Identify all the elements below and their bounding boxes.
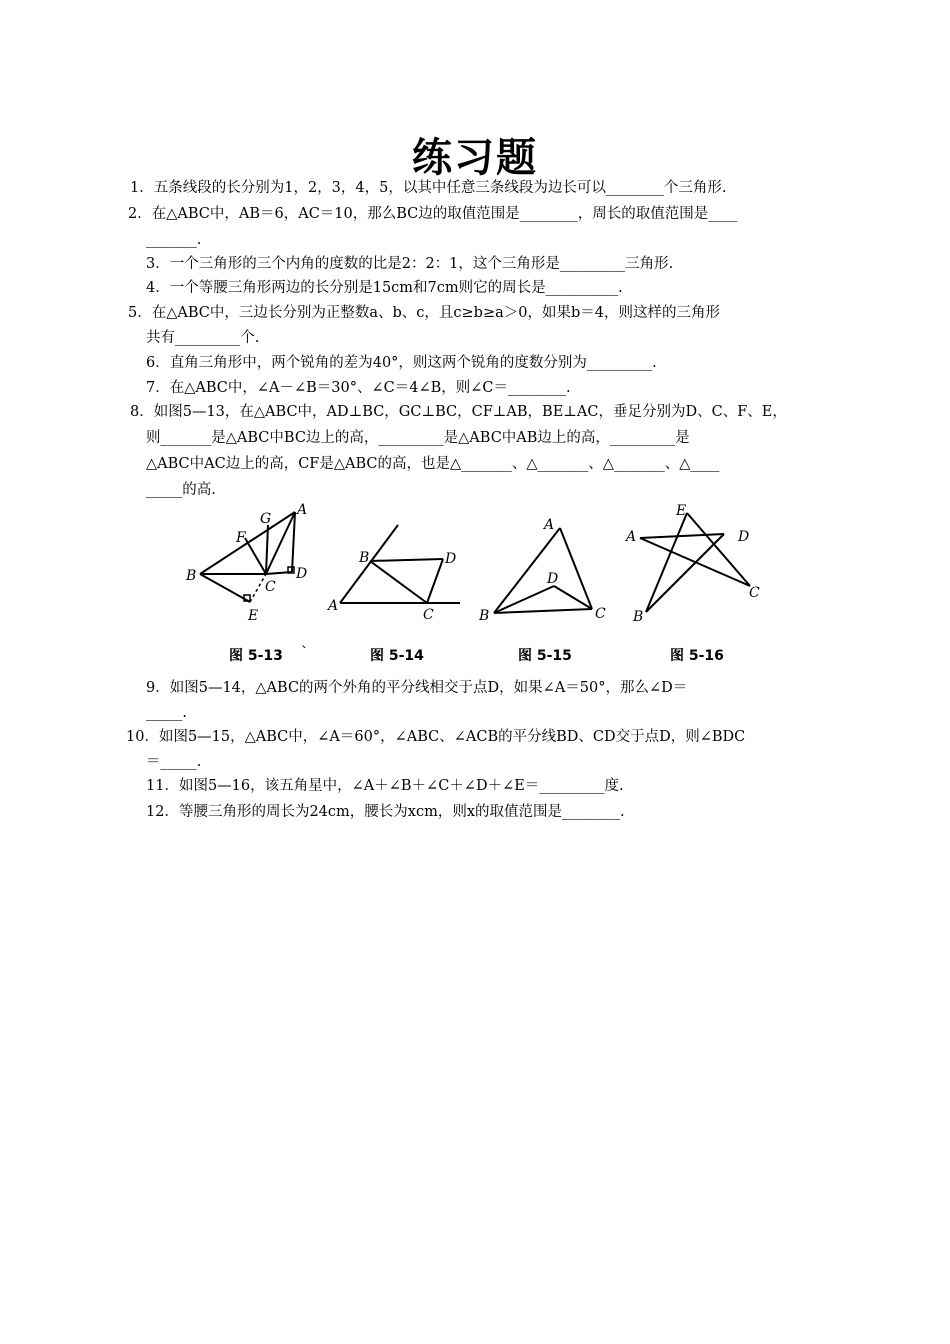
label-e: E [248,608,259,624]
stray-mark: ` [301,645,308,661]
segment [640,534,724,538]
question-3: 3．一个三角形的三个内角的度数的比是2：2：1，这个三角形是_________三角形. [146,256,674,272]
caption-5-14: 图 5-14 [370,648,424,664]
label-b: B [186,568,197,584]
question-12: 12．等腰三角形的周长为24cm，腰长为xcm，则x的取值范围是________. [146,804,625,820]
question-6: 6．直角三角形中，两个锐角的差为40°，则这两个锐角的度数分别为_________. [146,355,657,371]
question-7: 7．在△ABC中，∠A－∠B＝30°、∠C＝4∠B，则∠C＝________. [146,380,571,396]
figure-5-13 [180,500,320,630]
segment [427,559,443,603]
figure-5-14 [325,520,465,625]
label-f: F [236,530,246,546]
segment [245,538,266,574]
question-2-cont: _______. [146,232,202,248]
question-2: 2．在△ABC中，AB＝6，AC＝10，那么BC边的取值范围是________，周长的取值范围是____ [128,206,738,222]
segment [646,513,687,612]
segment [560,528,592,609]
label-g: G [260,511,272,527]
label-a: A [544,517,555,533]
segment [494,586,554,613]
question-9: 9．如图5—14，△ABC的两个外角的平分线相交于点D，如果∠A＝50°，那么∠D＝ [146,680,688,696]
question-4: 4．一个等腰三角形两边的长分别是15cm和7cm则它的周长是__________. [146,280,623,296]
label-c: C [423,607,434,623]
segment [292,512,295,572]
figure-5-16 [620,500,770,628]
question-9-cont: _____. [146,705,187,721]
label-d: D [445,551,457,567]
segment [370,561,427,603]
page-title: 练习题 [412,134,538,181]
label-b: B [479,608,490,624]
label-c: C [595,606,606,622]
question-8: 8．如图5—13，在△ABC中，AD⊥BC，GC⊥BC，CF⊥AB，BE⊥AC，垂足分别为D、C、F、E， [130,404,787,420]
segment [554,586,592,609]
label-d: D [738,529,750,545]
segment [266,525,268,574]
segment [200,574,250,602]
label-a: A [297,502,308,518]
question-5-cont: 共有_________个. [146,330,260,346]
question-11: 11．如图5—16，该五角星中，∠A＋∠B＋∠C＋∠D＋∠E＝_________度. [146,778,624,794]
label-c: C [265,579,276,595]
label-b: B [633,609,644,625]
caption-5-15: 图 5-15 [518,648,572,664]
segment [370,559,443,561]
label-a: A [626,529,637,545]
caption-5-16: 图 5-16 [670,648,724,664]
question-5: 5．在△ABC中，三边长分别为正整数a、b、c，且c≥b≥a＞0，如果b＝4，则这样的三角形 [128,305,720,321]
question-8-cont-1: 则_______是△ABC中BC边上的高，_________是△ABC中AB边上的高，_________是 [146,430,690,446]
label-e: E [676,503,687,519]
question-8-cont-2: △ABC中AC边上的高，CF是△ABC的高，也是△_______、△_______、△_______、△____ [146,456,720,472]
label-c: C [749,585,760,601]
question-8-cont-3: _____的高. [146,482,216,498]
caption-5-13: 图 5-13 [229,648,283,664]
segment [687,513,750,586]
segment [494,609,592,613]
figure-5-15 [474,512,614,627]
question-1: 1．五条线段的长分别为1，2，3，4，5，以其中任意三条线段为边长可以________个三角形. [130,180,727,196]
segment [250,574,266,602]
label-d: D [296,566,308,582]
question-10: 10．如图5—15，△ABC中，∠A＝60°，∠ABC、∠ACB的平分线BD、CD交于点D，则∠BDC [126,729,746,745]
label-b: B [359,550,370,566]
label-d: D [547,571,559,587]
question-10-cont: ＝_____. [146,754,202,770]
label-a: A [328,598,339,614]
